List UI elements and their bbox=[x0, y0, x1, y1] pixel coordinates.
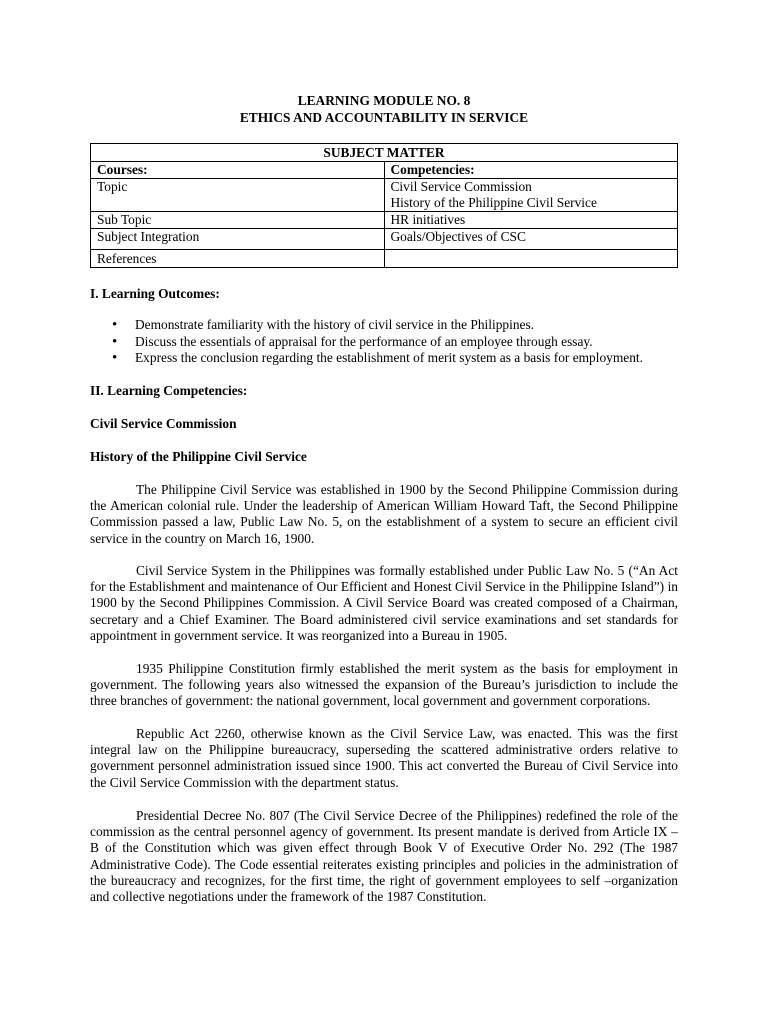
paragraph-text: Presidential Decree No. 807 (The Civil Service Decree of the Philippines) redefined the role of the commission as the central personnel agency of government. Its present mandate is derived from Article IX –B of the Constitution which was given effect through Book V of Executive Order No. 292 (The 1987 Administrative Code). The Code essential reiterates existing principles and policies in the administration of the bureaucracy and recognizes, for the first time, the right of government employees to self –organization and collective negotiations under the framework of the 1987 Constitution. bbox=[90, 808, 678, 905]
paragraph bbox=[90, 661, 678, 710]
row-value bbox=[384, 250, 678, 268]
paragraph bbox=[90, 726, 678, 791]
row-label: References bbox=[91, 250, 385, 268]
learning-competencies-heading: II. Learning Competencies: bbox=[90, 383, 248, 398]
column-header-courses: Courses: bbox=[91, 162, 385, 179]
table-row bbox=[91, 212, 678, 229]
paragraph-text: 1935 Philippine Constitution firmly established the merit system as the basis for employment in government. The following years also witnessed the expansion of the Bureau’s jurisdiction to include the three branches of government: the national government, local government and government corporations. bbox=[90, 661, 678, 709]
module-subtitle: ETHICS AND ACCOUNTABILITY IN SERVICE bbox=[239, 110, 529, 125]
paragraph bbox=[90, 808, 678, 905]
list-item: • Express the conclusion regarding the establishment of merit system as a basis for employment. bbox=[90, 350, 690, 367]
row-label: Sub Topic bbox=[91, 212, 385, 229]
row-label: Subject Integration bbox=[91, 229, 385, 250]
table-header-row bbox=[91, 162, 678, 179]
column-header-competencies: Competencies: bbox=[384, 162, 678, 179]
row-value-line: Civil Service Commission bbox=[390, 179, 532, 194]
list-item: • Discuss the essentials of appraisal for the performance of an employee through essay. bbox=[90, 334, 690, 351]
paragraph bbox=[90, 482, 678, 547]
table-row bbox=[91, 179, 678, 212]
table-row bbox=[91, 250, 678, 268]
learning-outcomes-heading: I. Learning Outcomes: bbox=[90, 286, 220, 301]
table-caption: SUBJECT MATTER bbox=[91, 144, 678, 162]
row-value-line: History of the Philippine Civil Service bbox=[390, 195, 597, 210]
history-heading: History of the Philippine Civil Service bbox=[90, 449, 307, 464]
paragraph bbox=[90, 563, 678, 644]
row-value: HR initiatives bbox=[384, 212, 678, 229]
list-item: • Demonstrate familiarity with the history of civil service in the Philippines. bbox=[90, 317, 690, 334]
row-label: Topic bbox=[91, 179, 385, 212]
paragraph-text: Republic Act 2260, otherwise known as the Civil Service Law, was enacted. This was the first integral law on the Philippine bureaucracy, superseding the scattered administrative orders relative to government personnel administration issued since 1900. This act converted the Bureau of Civil Service into the Civil Service Commission with the department status. bbox=[90, 726, 678, 790]
subject-matter-table bbox=[90, 143, 678, 268]
module-title: LEARNING MODULE NO. 8 bbox=[297, 93, 471, 108]
row-value bbox=[384, 179, 678, 212]
learning-outcomes-list bbox=[90, 317, 690, 367]
row-value: Goals/Objectives of CSC bbox=[384, 229, 678, 250]
table-row bbox=[91, 229, 678, 250]
paragraph-text: Civil Service System in the Philippines was formally established under Public Law No. 5 (“An Act for the Establishment and maintenance of Our Efficient and Honest Civil Service in the Philippine Island”) in 1900 by the Second Philippines Commission. A Civil Service Board was created composed of a Chairman, secretary and a Chief Examiner. The Board administered civil service examinations and set standards for appointment in government service. It was reorganized into a Bureau in 1905. bbox=[90, 563, 678, 643]
paragraph-text: The Philippine Civil Service was established in 1900 by the Second Philippine Commission during the American colonial rule. Under the leadership of American William Howard Taft, the Second Philippine Commission passed a law, Public Law No. 5, on the establishment of a system to secure an efficient civil service in the country on March 16, 1900. bbox=[90, 482, 678, 546]
civil-service-commission-heading: Civil Service Commission bbox=[90, 416, 237, 431]
